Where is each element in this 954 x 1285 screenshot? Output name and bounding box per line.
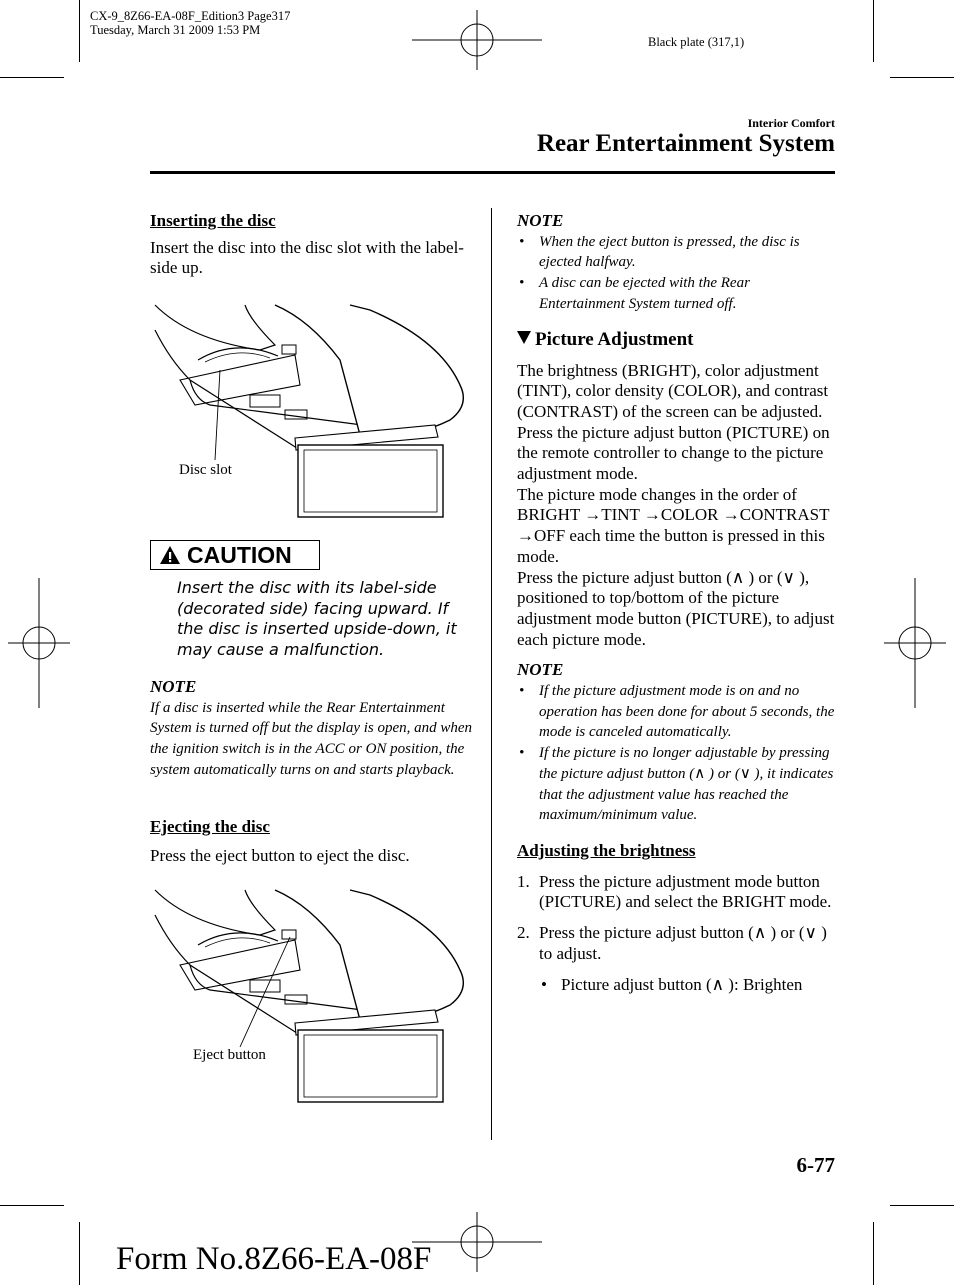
- column-divider: [491, 208, 492, 1140]
- note-text: If a disc is inserted while the Rear Entertainment System is turned off but the display is open, and when the ignition switch is in the ACC or ON position, the system automatically turns on and starts playback.: [150, 699, 473, 778]
- crop-mark: [873, 1222, 874, 1285]
- step-text: Press the picture adjustment mode button (PICTURE) and select the BRIGHT mode.: [539, 871, 832, 912]
- note-item: • If the picture is no longer adjustable by pressing the picture adjust button (∧ ) or (∨ ), it indicates that the adjustment value has reached the maximum/minimum value.: [517, 743, 837, 826]
- crop-mark: [0, 77, 64, 78]
- sub-bullet: • Picture adjust button (∧ ): Brighten: [539, 975, 837, 996]
- header-rule: [150, 171, 835, 174]
- crop-mark: [890, 1205, 954, 1206]
- picture-paragraph: Press the picture adjust button (∧ ) or (∨ ), positioned to top/bottom of the picture adjustment mode button (PICTURE), to adjust each picture mode.: [517, 567, 835, 649]
- registration-mark: [412, 10, 542, 70]
- figure2-caption: Eject button: [193, 1047, 266, 1063]
- picture-heading-text: Picture Adjustment: [535, 328, 694, 350]
- warning-icon: [159, 545, 181, 565]
- inserting-heading: Inserting the disc: [150, 211, 276, 230]
- crop-mark: [0, 1205, 64, 1206]
- registration-mark: [8, 578, 70, 708]
- triangle-marker-icon: [517, 331, 531, 344]
- print-timestamp: Tuesday, March 31 2009 1:53 PM: [90, 23, 261, 37]
- crop-mark: [873, 0, 874, 62]
- ejecting-heading: Ejecting the disc: [150, 817, 270, 836]
- picture-paragraph: The brightness (BRIGHT), color adjustment (TINT), color density (COLOR), and contrast (CONTRAST) of the screen can be adjusted.: [517, 360, 829, 421]
- note-item: • If the picture adjustment mode is on and no operation has been done for about 5 seconds, the mode is canceled automatically.: [517, 681, 837, 743]
- note-heading: NOTE: [517, 211, 564, 230]
- section-category: Interior Comfort: [747, 116, 835, 130]
- crop-mark: [79, 0, 80, 62]
- picture-paragraph: Press the picture adjust button (PICTURE) on the remote controller to change to the picture adjustment mode.: [517, 422, 830, 484]
- picture-paragraph: The picture mode changes in the order of BRIGHT →TINT →COLOR →CONTRAST →OFF each time the button is pressed in this mode.: [517, 484, 830, 566]
- figure1-caption: Disc slot: [179, 462, 232, 478]
- brightness-heading: Adjusting the brightness: [517, 840, 696, 860]
- step-text: Press the picture adjust button (∧ ) or (∨ ) to adjust.: [539, 923, 827, 963]
- form-number: Form No.8Z66-EA-08F: [116, 1241, 432, 1277]
- inserting-body: Insert the disc into the disc slot with the label-side up.: [150, 237, 464, 278]
- note-item: • A disc can be ejected with the Rear Entertainment System turned off.: [517, 273, 837, 314]
- left-note: [150, 677, 475, 781]
- caution-text: Insert the disc with its label-side (decorated side) facing upward. If the disc is inserted upside-down, it may cause a malfunction.: [177, 578, 457, 660]
- caution-label: CAUTION: [187, 541, 292, 568]
- page-number: 6-77: [796, 1153, 835, 1177]
- right-column: [517, 211, 837, 995]
- ejecting-section: [150, 817, 475, 866]
- step-item: [517, 923, 837, 964]
- crop-mark: [890, 77, 954, 78]
- print-header: [90, 9, 290, 37]
- note-heading: NOTE: [517, 660, 564, 680]
- eject-button-figure: [150, 885, 470, 1110]
- registration-mark: [884, 578, 946, 708]
- disc-slot-figure: [150, 300, 470, 525]
- page-title: Rear Entertainment System: [536, 130, 835, 157]
- print-job-name: CX-9_8Z66-EA-08F_Edition3 Page317: [90, 9, 291, 23]
- registration-mark: [412, 1212, 542, 1272]
- plate-label: Black plate (317,1): [648, 35, 745, 49]
- step-number: 1.: [517, 871, 530, 891]
- note-heading: NOTE: [150, 677, 197, 696]
- crop-mark: [79, 1222, 80, 1285]
- step-item: [517, 872, 837, 913]
- ejecting-body: Press the eject button to eject the disc.: [150, 845, 410, 865]
- caution-box: [150, 540, 320, 570]
- note-item: • When the eject button is pressed, the disc is ejected halfway.: [517, 232, 837, 273]
- left-column: [150, 211, 475, 279]
- step-number: 2.: [517, 923, 530, 943]
- picture-adjustment-heading: [517, 328, 837, 352]
